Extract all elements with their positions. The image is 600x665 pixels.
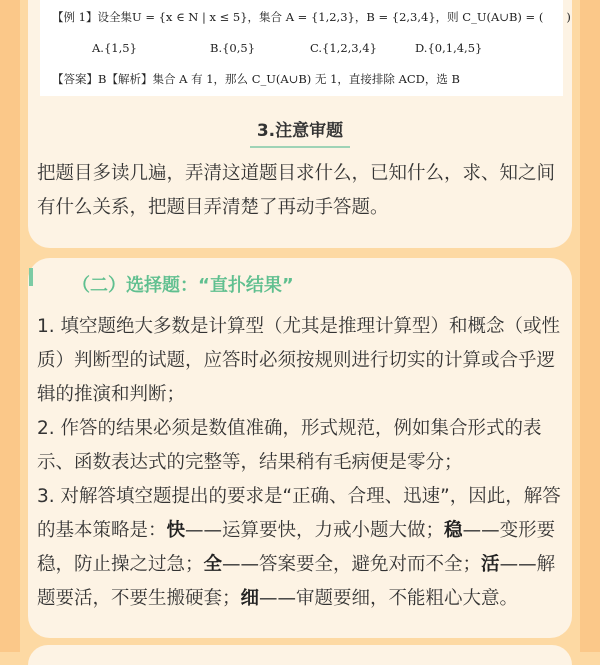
keyword-fast: 快: [166, 520, 186, 541]
list-item-text: 3. 对解答填空题提出的要求是“正确、合理、迅速”，因此，解答的基本策略是：: [37, 486, 561, 541]
list-item: 1. 填空题绝大多数是计算型（尤其是推理计算型）和概念（或性质）判断型的试题，应答时必须按规则进行切实的计算或合乎逻辑的推演和判断；: [37, 316, 561, 405]
left-border-stripe: [0, 0, 20, 652]
example-box: [40, 0, 571, 96]
option-d: D.{0,1,4,5}: [415, 41, 483, 55]
keyword-complete: 全: [203, 554, 223, 575]
title-underline: [250, 146, 350, 148]
example-question: 【例 1】设全集U = {x ∈ N | x ≤ 5}，集合 A = {1,2,3}，B = {2,3,4}，则 C_U(A∪B) = ( ): [52, 10, 571, 24]
list-item: [37, 480, 569, 616]
keyword-text: ——变形要稳，防止操之过急；: [37, 520, 556, 575]
list-item: 2. 作答的结果必须是数值准确，形式规范，例如集合形式的表示、函数表达式的完整等，结果稍有毛病便是零分；: [37, 418, 542, 473]
keyword-text: ——解题要活，不要生搬硬套；: [37, 554, 556, 609]
section-title: 3.注意审题: [256, 121, 344, 141]
keyword-text: ——审题要细，不能粗心大意。: [259, 588, 519, 609]
example-answer: 【答案】B【解析】集合 A 有 1，那么 C_U(A∪B) 无 1，直接排除 ACD，选 B: [52, 72, 461, 86]
option-a: A.{1,5}: [92, 41, 137, 55]
right-border-stripe: [580, 0, 600, 652]
keyword-text: ——答案要全，避免对而不全；: [222, 554, 482, 575]
option-c: C.{1,2,3,4}: [310, 41, 377, 55]
review-question-paragraph: 把题目多读几遍，弄清这道题目求什么，已知什么，求、知之间有什么关系，把题目弄清楚了再动手答题。: [37, 163, 556, 218]
keyword-careful: 细: [240, 588, 260, 609]
choice-section-heading: （二）选择题：“直扑结果”: [72, 275, 294, 296]
tips-list: [37, 310, 569, 616]
heading-accent-bar: [29, 268, 33, 286]
keyword-flexible: 活: [481, 554, 500, 575]
keyword-steady: 稳: [444, 520, 463, 541]
keyword-text: ——运算要快，力戒小题大做；: [185, 520, 445, 541]
content-card-next: [28, 645, 572, 665]
option-b: B.{0,5}: [210, 41, 256, 55]
